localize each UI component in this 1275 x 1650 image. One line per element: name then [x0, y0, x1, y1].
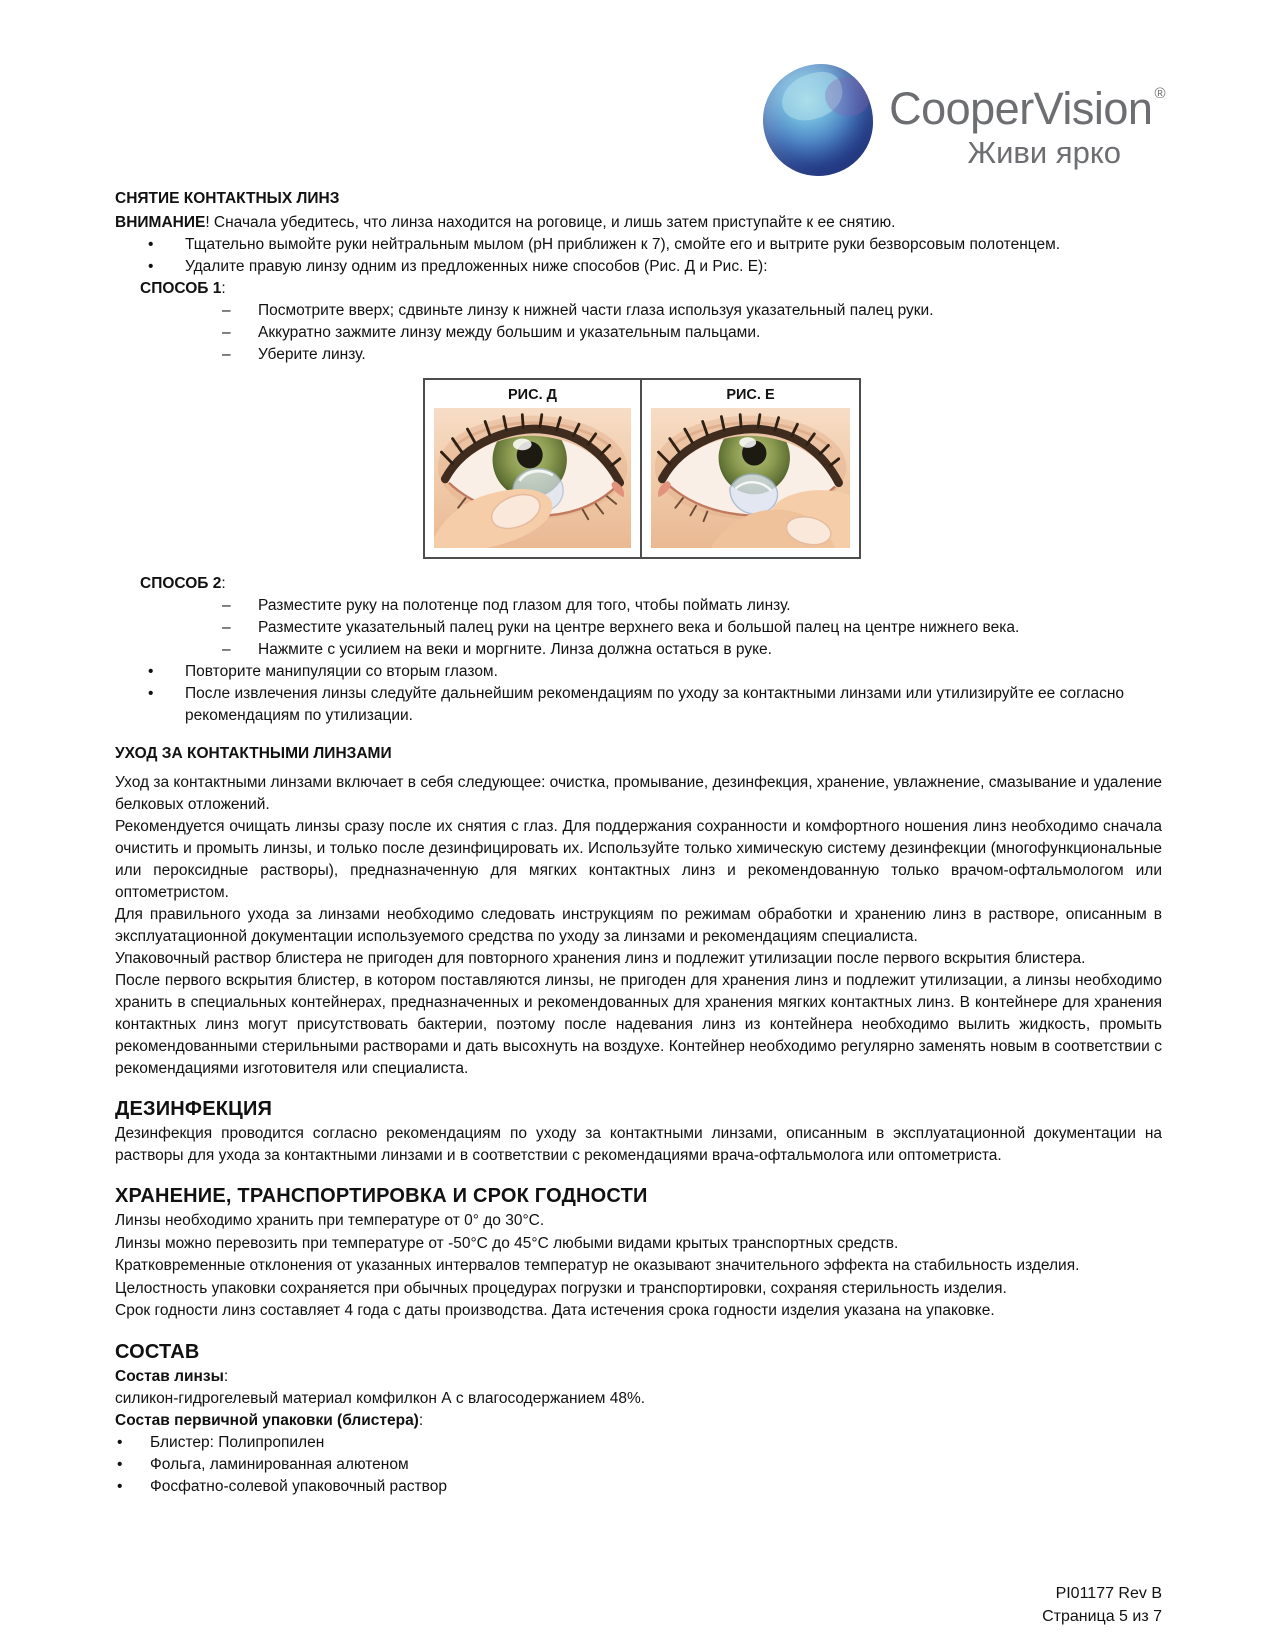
doc-number: PI01177 Rev B: [1055, 1585, 1162, 1602]
figure-panel-d: [425, 380, 642, 557]
figure-panel-e: [642, 380, 859, 557]
method-1-colon: :: [221, 280, 226, 297]
method-1-label: [115, 278, 1162, 300]
list-item-text: Посмотрите вверх; сдвиньте линзу к нижней части глаза используя указательный палец руки.: [258, 302, 934, 319]
list-item-text: Аккуратно зажмите линзу между большим и указательным пальцами.: [258, 324, 761, 341]
care-paragraph: После первого вскрытия блистер, в котором поставляются линзы, не пригоден для хранения линз и подлежит утилизации, а линзы необходимо хранить в специальных контейнерах, предназначенных и рекомендованных для хранения мягких контактных линз. В контейнере для хранения контактных линз могут присутствовать бактерии, поэтому после надевания линз из контейнера необходимо вылить жидкость, промыть рекомендованными стерильными растворами и дать высохнуть на воздухе. Контейнер необходимо регулярно заменять новым в соответствии с рекомендациями изготовителя или специалиста.: [115, 972, 1162, 1077]
packaging-composition-label: [115, 1410, 1162, 1432]
method-1-title: СПОСОБ 1: [140, 280, 222, 297]
lens-composition-label: [115, 1366, 1162, 1388]
disinfection-paragraph: Дезинфекция проводится согласно рекомендациям по уходу за контактными линзами, описанным в эксплуатационной документации на растворы для ухода за контактными линзами и в соответствии с рекомендациями врача-офтальмолога или оптометриста.: [115, 1125, 1162, 1164]
warning-text: ! Сначала убедитесь, что линза находится на роговице, и лишь затем приступайте к ее снятию.: [205, 214, 896, 231]
care-paragraph: Уход за контактными линзами включает в себя следующее: очистка, промывание, дезинфекция, хранение, увлажнение, смазывание и удаление белковых отложений.: [115, 774, 1163, 813]
list-item-text: Фосфатно-солевой упаковочный раствор: [150, 1478, 447, 1495]
storage-line: Срок годности линз составляет 4 года с даты производства. Дата истечения срока годности изделия указана на упаковке.: [115, 1302, 995, 1319]
care-paragraph: Упаковочный раствор блистера не пригоден для повторного хранения линз и подлежит утилизации после первого вскрытия блистера.: [115, 950, 1086, 967]
care-paragraph: Для правильного ухода за линзами необходимо следовать инструкциям по режимам обработки и хранению линз в растворе, описанным в эксплуатационной документации используемого средства по уходу за линзами и рекомендациям специалиста.: [115, 906, 1162, 945]
section-heading-removal: СНЯТИЕ КОНТАКТНЫХ ЛИНЗ: [115, 190, 340, 207]
packaging-composition-colon: :: [418, 1412, 424, 1429]
list-item: [115, 595, 1162, 617]
bullet-marker: •: [148, 236, 154, 253]
list-item: [115, 1432, 1162, 1454]
storage-line: Целостность упаковки сохраняется при обычных процедурах погрузки и транспортировки, сохраняя стерильность изделия.: [115, 1279, 1007, 1297]
lens-removal-figure: [423, 378, 861, 559]
list-item: [115, 1454, 1162, 1476]
eye-illustration-e: [651, 408, 850, 548]
list-item-text: После извлечения линзы следуйте дальнейшим рекомендациям по уходу за контактными линзами или утилизируйте ее согласно рекомендациям по утилизации.: [185, 685, 1125, 724]
section-heading-disinfection: ДЕЗИНФЕКЦИЯ: [115, 1098, 273, 1120]
bullet-marker: •: [148, 663, 154, 680]
list-item-text: Уберите линзу.: [258, 346, 366, 363]
registered-mark: ®: [1154, 84, 1165, 102]
list-item: [115, 1476, 1162, 1498]
list-item-text: Разместите руку на полотенце под глазом для того, чтобы поймать линзу.: [258, 597, 791, 614]
list-item-text: Повторите манипуляции со вторым глазом.: [185, 663, 498, 680]
document-body: [0, 190, 1275, 1498]
figure-caption-d: РИС. Д: [508, 387, 557, 403]
logo-globe-icon: [763, 64, 873, 176]
warning-label: ВНИМАНИЕ: [115, 214, 206, 231]
list-item-text: Нажмите с усилием на веки и моргните. Линза должна остаться в руке.: [258, 641, 772, 658]
method-2-colon: :: [221, 575, 226, 592]
dash-marker: –: [222, 619, 231, 636]
bullet-marker: •: [117, 1434, 123, 1451]
list-item-text: Удалите правую линзу одним из предложенных ниже способов (Рис. Д и Рис. Е):: [185, 258, 768, 275]
bullet-marker: •: [117, 1456, 123, 1473]
list-item: [115, 256, 1162, 278]
page-number: Страница 5 из 7: [1042, 1608, 1162, 1625]
section-heading-composition: СОСТАВ: [115, 1340, 200, 1363]
method-2-label: [115, 573, 1162, 595]
brand-tagline: Живи ярко: [967, 134, 1121, 170]
coopervision-logo: [763, 64, 1165, 176]
list-item: [115, 683, 1162, 727]
section-heading-storage: ХРАНЕНИЕ, ТРАНСПОРТИРОВКА И СРОК ГОДНОСТИ: [115, 1185, 648, 1207]
dash-marker: –: [222, 597, 231, 614]
list-item: [115, 322, 1162, 344]
list-item: [115, 661, 1162, 683]
section-heading-care: УХОД ЗА КОНТАКТНЫМИ ЛИНЗАМИ: [115, 745, 392, 762]
list-item: [115, 639, 1162, 661]
figure-caption-e: РИС. Е: [726, 387, 775, 403]
storage-line: Линзы можно перевозить при температуре от -50°С до 45°С любыми видами крытых транспортных средств.: [115, 1234, 899, 1252]
lens-composition-colon: :: [223, 1367, 229, 1385]
bullet-marker: •: [117, 1478, 123, 1495]
dash-marker: –: [222, 641, 231, 658]
dash-marker: –: [222, 346, 231, 363]
list-item: [115, 344, 1162, 366]
storage-line: Кратковременные отклонения от указанных интервалов температур не оказывают значительного эффекта на стабильность изделия.: [115, 1257, 1080, 1274]
logo-text: [889, 70, 1165, 171]
dash-marker: –: [222, 324, 231, 341]
list-item-text: Тщательно вымойте руки нейтральным мылом (pH приближен к 7), смойте его и вытрите руки безворсовым полотенцем.: [185, 236, 1061, 253]
list-item: [115, 300, 1162, 322]
list-item-text: Блистер: Полипропилен: [150, 1434, 325, 1451]
page-footer: [1042, 1582, 1162, 1628]
list-item: [115, 234, 1162, 256]
header: [0, 0, 1275, 186]
eye-illustration-d: [434, 408, 631, 548]
care-paragraph: Рекомендуется очищать линзы сразу после их снятия с глаз. Для поддержания сохранности и комфортного ношения линз необходимо сначала очистить и промыть линзы, и только после дезинфицировать их. Используйте только химическую систему дезинфекции (многофункциональные или пероксидные растворы), предназначенную для мягких контактных линз и рекомендованную только врачом-офтальмологом или оптометристом.: [115, 818, 1162, 901]
lens-composition-text: силикон-гидрогелевый материал комфилкон А с влагосодержанием 48%.: [115, 1389, 646, 1407]
bullet-marker: •: [148, 258, 154, 275]
list-item: [115, 617, 1162, 639]
brand-name: CooperVision: [889, 82, 1153, 134]
warning-line: [115, 212, 1162, 234]
lens-composition-title: Состав линзы: [115, 1367, 224, 1385]
storage-line: Линзы необходимо хранить при температуре от 0° до 30°С.: [115, 1212, 545, 1229]
brand-line: [889, 70, 1165, 133]
bullet-marker: •: [148, 685, 154, 702]
list-item-text: Фольга, ламинированная алютеном: [150, 1456, 409, 1473]
packaging-composition-title: Состав первичной упаковки (блистера): [115, 1412, 419, 1429]
dash-marker: –: [222, 302, 231, 319]
list-item-text: Разместите указательный палец руки на центре верхнего века и большой палец на центре нижнего века.: [258, 619, 1020, 636]
method-2-title: СПОСОБ 2: [140, 575, 222, 592]
